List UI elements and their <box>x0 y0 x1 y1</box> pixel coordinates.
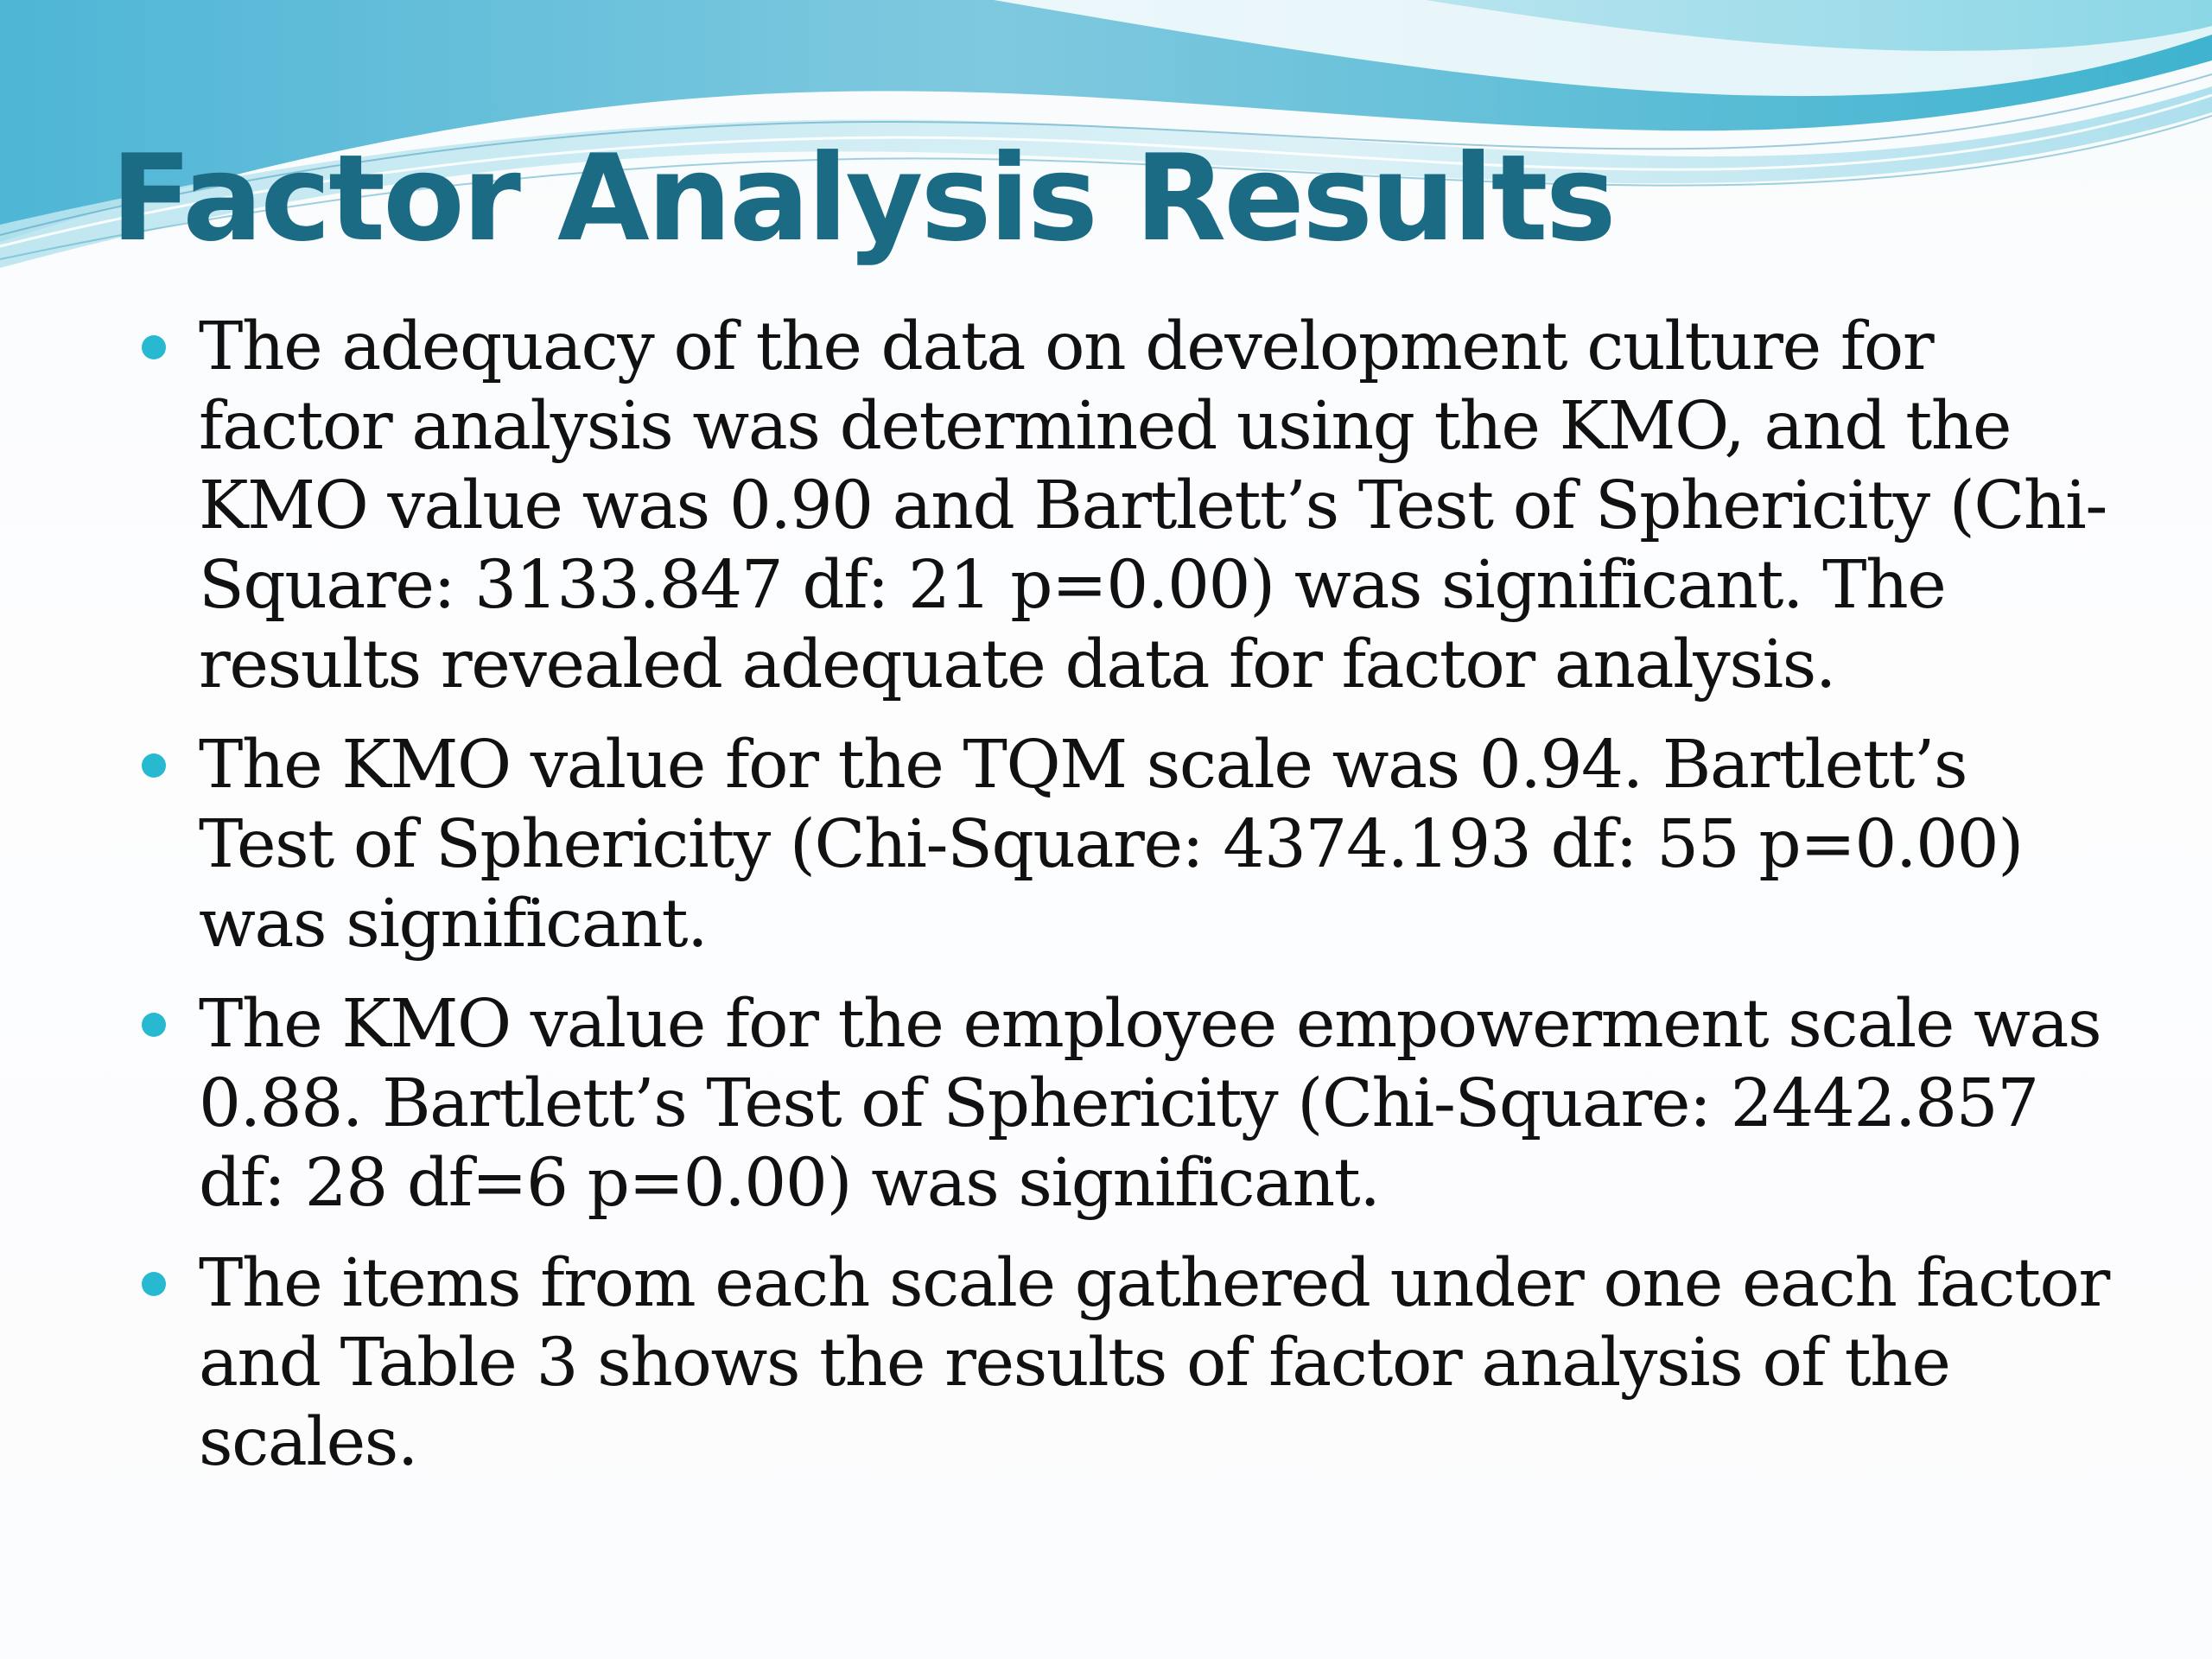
bullet-text: The KMO value for the employee empowerment scale was 0.88. Bartlett’s Test of Sphericity (Chi-Square: 2442.857 df: 28 df=6 p=0.00) was significant. <box>199 986 2101 1222</box>
bullet-item-4 <box>138 1244 2117 1483</box>
bullet-item-2 <box>138 726 2117 964</box>
bullet-item-3 <box>138 985 2117 1224</box>
bullet-text: The items from each scale gathered under one each factor and Table 3 shows the results of factor analysis of the scales. <box>199 1245 2109 1481</box>
bullet-dot-icon <box>142 1272 166 1296</box>
bullet-item-1 <box>138 308 2117 705</box>
bullet-text: The adequacy of the data on development culture for factor analysis was determined using the KMO, and the KMO value was 0.90 and Bartlett’s Test of Sphericity (Chi-Square: 3133.847 df: 21 p=0.00) was significant. The results revealed adequate data for factor analysis. <box>199 308 2107 703</box>
bullet-text: The KMO value for the TQM scale was 0.94. Bartlett’s Test of Sphericity (Chi-Square: 4374.193 df: 55 p=0.00) was significant. <box>199 727 2023 963</box>
bullet-dot-icon <box>142 335 166 359</box>
bullet-dot-icon <box>142 1013 166 1037</box>
bullet-list <box>138 308 2117 1503</box>
slide-title: Factor Analysis Results <box>111 129 1614 268</box>
bullet-dot-icon <box>142 753 166 778</box>
